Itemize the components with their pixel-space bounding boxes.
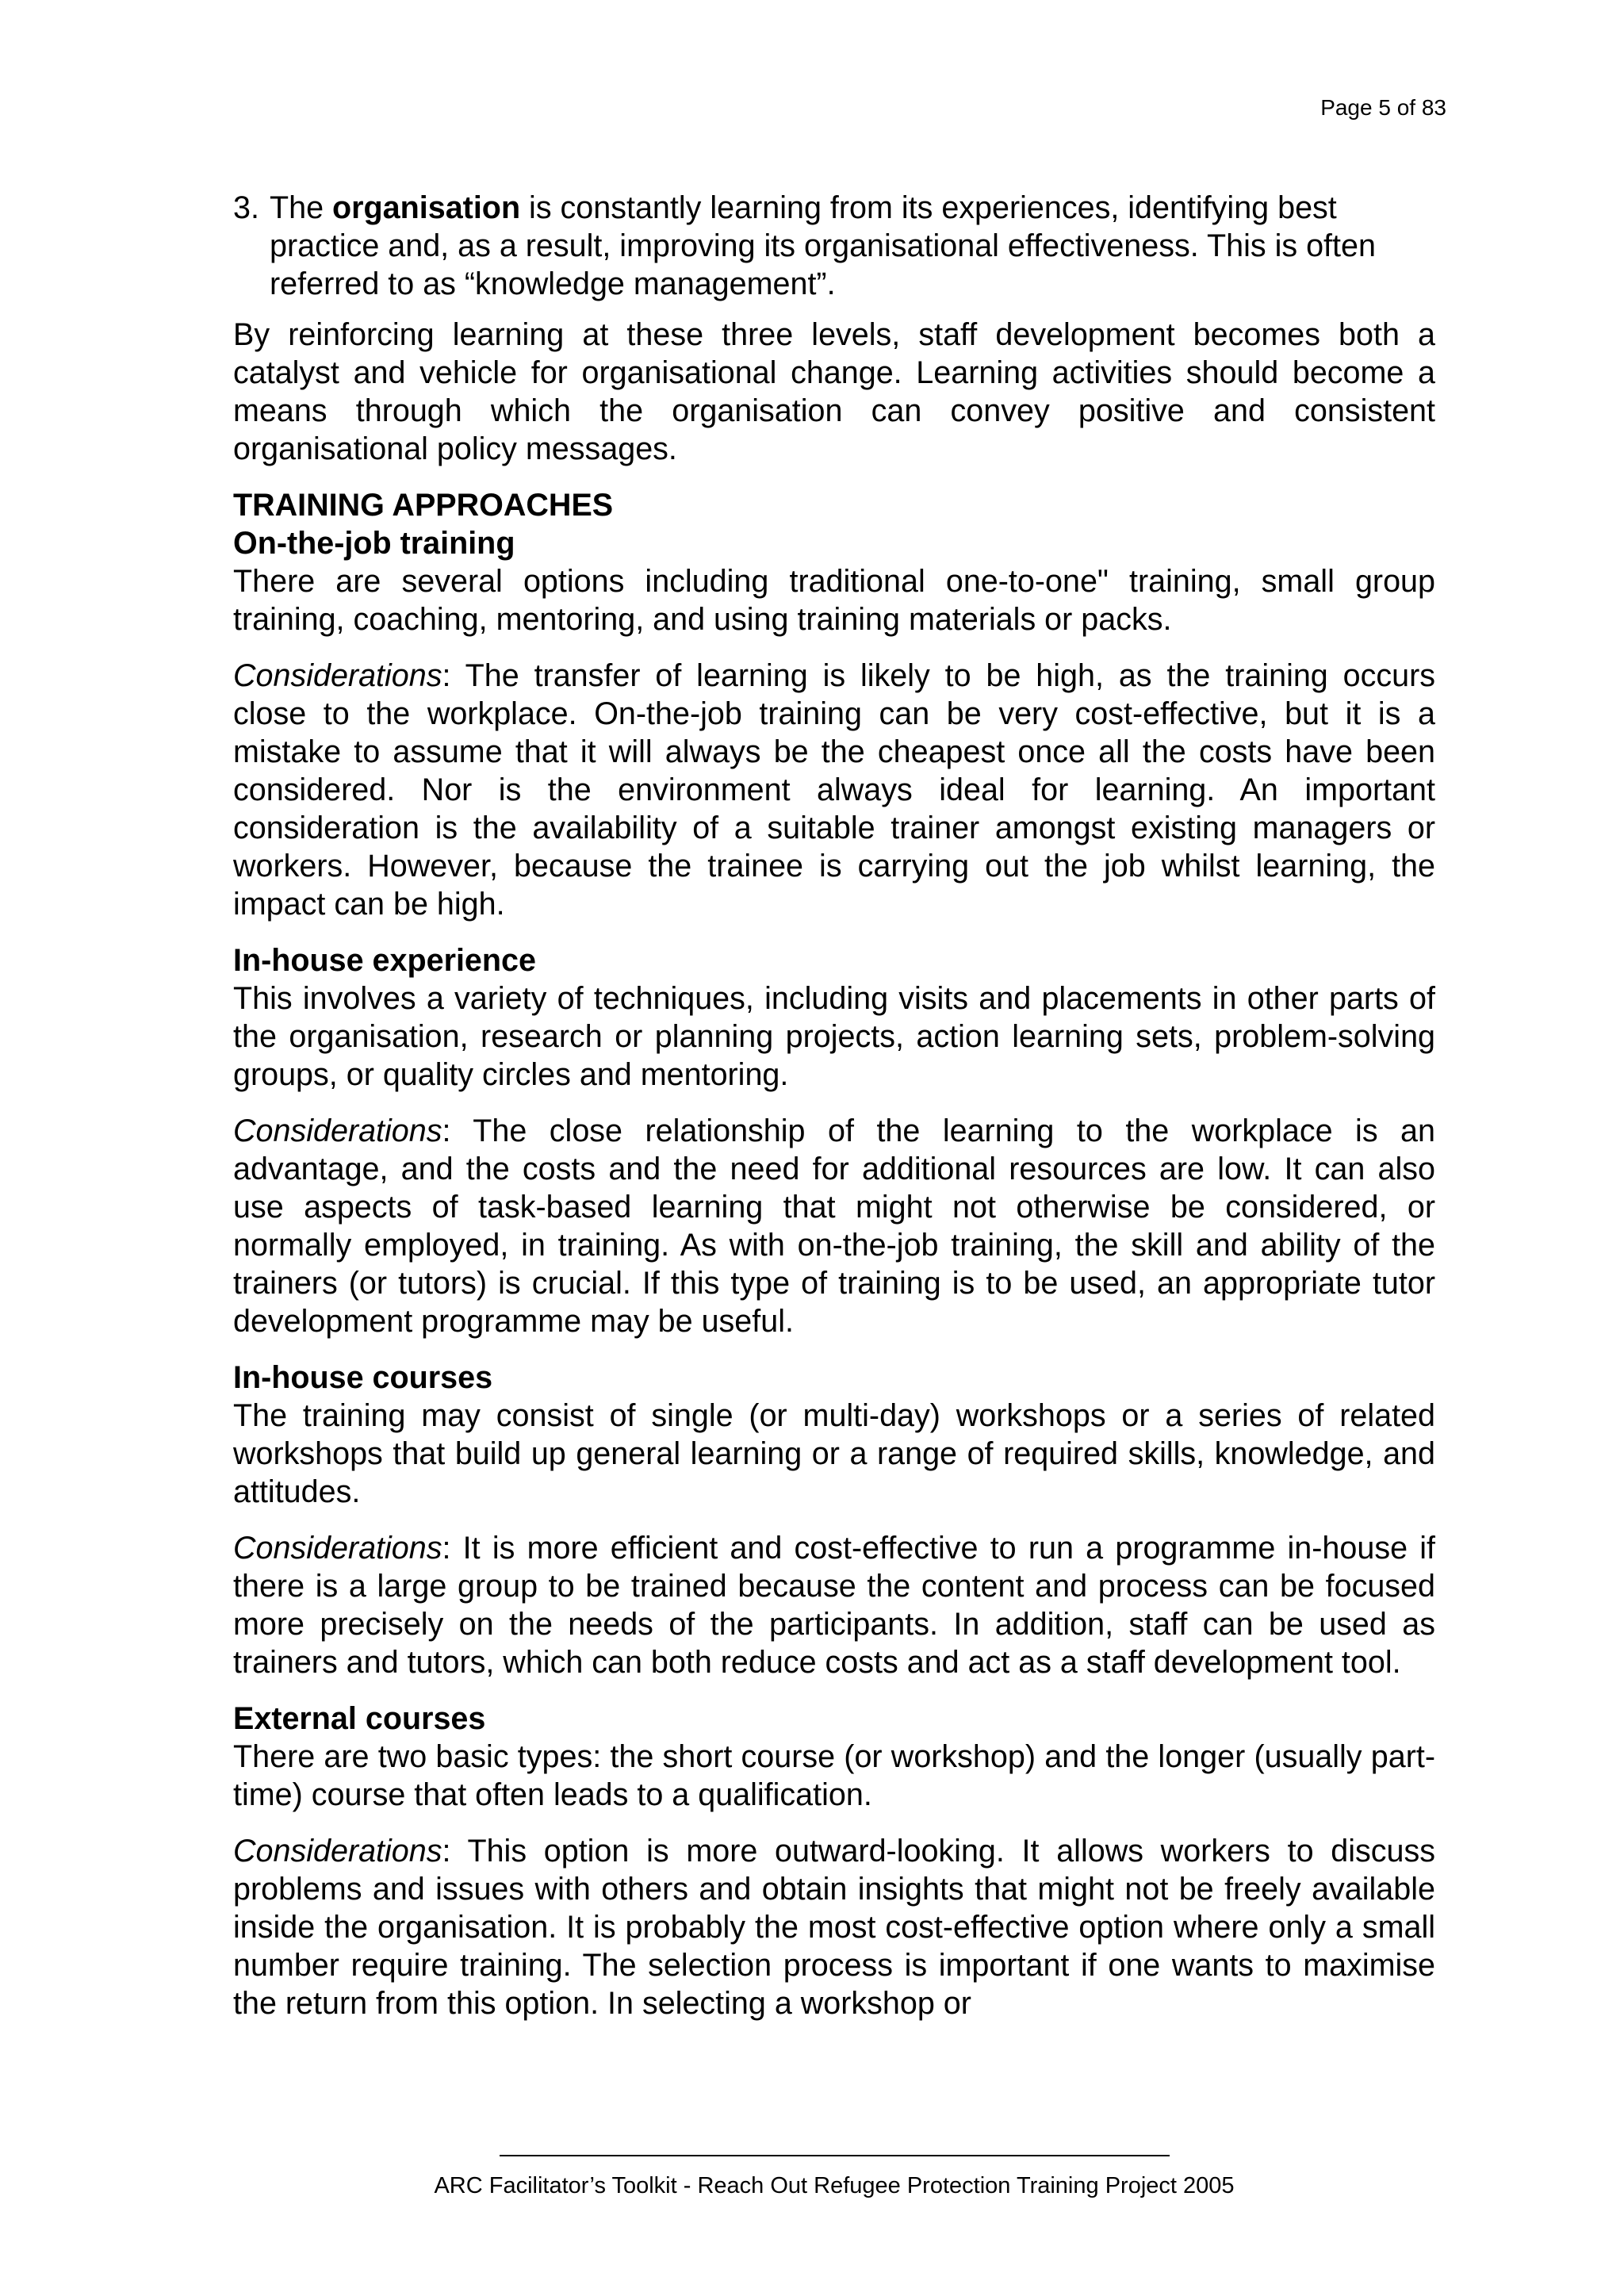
body-on-the-job: There are several options including traditional one-to-one" training, small group training, coaching, mentoring, and using training materials or packs. xyxy=(233,564,1435,637)
footer-divider xyxy=(500,2155,1170,2156)
body-in-house-experience: This involves a variety of techniques, including visits and placements in other parts of the organisation, research or planning projects, action learning sets, problem-solving groups, or quality circles and mentoring. xyxy=(233,981,1435,1092)
body-external-courses: There are two basic types: the short course (or workshop) and the longer (usually part-time) course that often leads to a qualification. xyxy=(233,1739,1435,1812)
considerations-external-courses xyxy=(233,1832,1435,2022)
considerations-text: : The close relationship of the learning to the workplace is an advantage, and the costs and the need for additional resources are low. It can also use aspects of task-based learning that might not otherwise be considered, or normally employed, in training. As with on-the-job training, the skill and ability of the trainers (or tutors) is crucial. If this type of training is to be used, an appropriate tutor development programme may be useful. xyxy=(233,1114,1435,1339)
page-number: Page 5 of 83 xyxy=(1320,95,1446,120)
item-number: 3. xyxy=(233,190,259,225)
considerations-text: : This option is more outward-looking. It allows workers to discuss problems and issues with others and obtain insights that might not be freely available inside the organisation. It is probably the most cost-effective option where only a small number require training. The selection process is important if one wants to maximise the return from this option. In selecting a workshop or xyxy=(233,1834,1435,2021)
considerations-on-the-job xyxy=(233,657,1435,923)
considerations-label: Considerations xyxy=(233,1114,442,1148)
sub-heading-on-the-job: On-the-job training xyxy=(233,526,515,561)
intro-paragraph: By reinforcing learning at these three levels, staff development becomes both a catalyst and vehicle for organisational change. Learning activities should become a means through which the organisation can convey positive and consistent organisational policy messages. xyxy=(233,317,1435,466)
item-bold-term: organisation xyxy=(332,190,521,225)
sub-heading-in-house-experience: In-house experience xyxy=(233,943,536,978)
item-text xyxy=(270,189,1435,303)
considerations-in-house-experience xyxy=(233,1112,1435,1340)
numbered-item-3 xyxy=(233,189,1435,303)
item-text-end: is constantly learning from its experiences, identifying best practice and, as a result, improving its organisational effectiveness. This is often referred to as “knowledge management”. xyxy=(270,190,1376,301)
considerations-label: Considerations xyxy=(233,658,442,693)
page-content xyxy=(233,189,1435,2041)
considerations-label: Considerations xyxy=(233,1531,442,1566)
item-text-start: The xyxy=(270,190,333,225)
body-in-house-courses: The training may consist of single (or multi-day) workshops or a series of related workshops that build up general learning or a range of required skills, knowledge, and attitudes. xyxy=(233,1398,1435,1509)
considerations-text: : It is more efficient and cost-effective to run a programme in-house if there is a large group to be trained because the content and process can be focused more precisely on the needs of the participants. In addition, staff can be used as trainers and tutors, which can both reduce costs and act as a staff development tool. xyxy=(233,1531,1435,1680)
considerations-label: Considerations xyxy=(233,1834,442,1869)
footer-text: ARC Facilitator’s Toolkit - Reach Out Refugee Protection Training Project 2005 xyxy=(434,2173,1235,2198)
section-title: TRAINING APPROACHES xyxy=(233,488,614,523)
considerations-text: : The transfer of learning is likely to be high, as the training occurs close to the workplace. On-the-job training can be very cost-effective, but it is a mistake to assume that it will always be the cheapest once all the costs have been considered. Nor is the environment always ideal for learning. An important consideration is the availability of a suitable trainer amongst existing managers or workers. However, because the trainee is carrying out the job whilst learning, the impact can be high. xyxy=(233,658,1435,922)
considerations-in-house-courses xyxy=(233,1529,1435,1681)
sub-heading-external-courses: External courses xyxy=(233,1701,486,1736)
sub-heading-in-house-courses: In-house courses xyxy=(233,1360,493,1395)
